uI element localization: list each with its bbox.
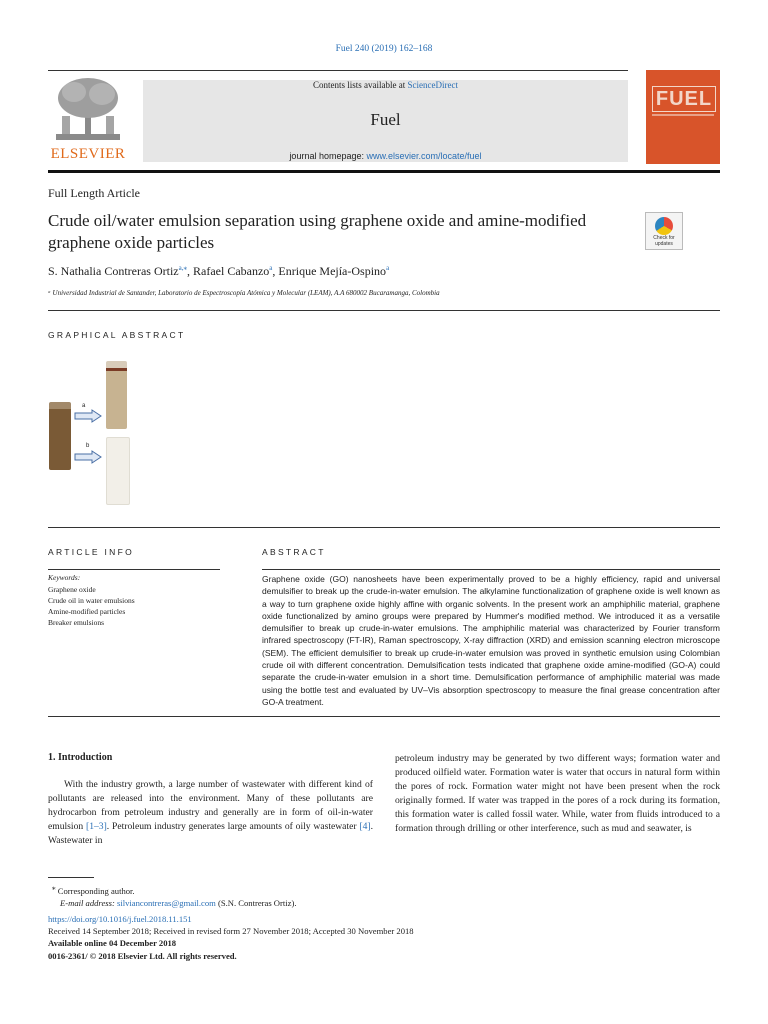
homepage-prefix: journal homepage:	[289, 151, 367, 161]
author-name: Enrique Mejía-Ospino	[278, 264, 387, 278]
email-label: E-mail address:	[60, 897, 117, 908]
arrow-right-icon	[74, 409, 102, 423]
article-info-rule	[48, 569, 220, 570]
footnote-marker: ⁎	[52, 884, 56, 892]
citation-link[interactable]: [4]	[359, 821, 371, 832]
corresponding-label: Corresponding author.	[55, 885, 135, 896]
keywords-list	[48, 584, 135, 628]
section-rule	[48, 310, 720, 311]
affiliation: ᵃ Universidad Industrial de Santander, Laboratorio de Espectroscopía Atómica y Molecular (LEAM), A.A 680002 Bucaramanga, Colombia	[48, 289, 440, 297]
introduction-column-left	[48, 778, 373, 848]
abstract-heading: ABSTRACT	[262, 547, 326, 557]
corresponding-author-footnote	[52, 882, 296, 909]
intro-text: . Petroleum industry generates large amounts of oily wastewater	[106, 821, 360, 832]
copyright-notice: 0016-2361/ © 2018 Elsevier Ltd. All rights reserved.	[48, 951, 237, 961]
keyword: Breaker emulsions	[48, 618, 105, 627]
emulsion-tube-image	[49, 402, 71, 470]
sciencedirect-link[interactable]: ScienceDirect	[407, 80, 458, 90]
cover-title: FUEL	[652, 86, 716, 112]
goa-treated-tube-image	[106, 437, 130, 505]
check-for-updates-button[interactable]	[645, 212, 683, 250]
journal-reference-link[interactable]: Fuel 240 (2019) 162–168	[335, 44, 433, 54]
article-info-heading: ARTICLE INFO	[48, 547, 135, 557]
introduction-column-right: petroleum industry may be generated by two different ways; formation water and produced oilfield water. Formation water is water that occurs in natural form within the pores of rock. Formation water might not have been present when the rock originally formed. If water was trapped in the pores of a rock during its formation, this formation water is called fossil water. While, water from fluids introduced to a formation through drilling or other interference, such as mud and seawater, is	[395, 753, 720, 834]
keyword: Graphene oxide	[48, 585, 96, 594]
homepage-line	[143, 151, 628, 161]
doi-link[interactable]: https://doi.org/10.1016/j.fuel.2018.11.151	[48, 914, 192, 924]
elsevier-logo	[48, 76, 128, 164]
contents-line	[143, 80, 628, 90]
citation-link[interactable]: [1–3]	[86, 821, 107, 832]
author-email-link[interactable]: silviancontreras@gmail.com	[116, 897, 216, 908]
journal-banner	[143, 80, 628, 162]
author-name: Rafael Cabanzo	[193, 264, 270, 278]
elsevier-wordmark: ELSEVIER	[50, 146, 126, 162]
section-rule	[48, 527, 720, 528]
author-affiliation-link[interactable]: a,⁎	[178, 264, 187, 272]
footnote-rule	[48, 877, 94, 878]
arrow-label-b: b	[86, 443, 90, 449]
intro-text: . Wastewater in	[48, 821, 373, 846]
available-online: Available online 04 December 2018	[48, 938, 177, 948]
elsevier-tree-icon	[52, 76, 124, 142]
check-updates-icon	[655, 217, 673, 235]
email-suffix: (S.N. Contreras Ortiz).	[215, 897, 297, 908]
graphical-abstract-heading: GRAPHICAL ABSTRACT	[48, 330, 186, 340]
article-title: Crude oil/water emulsion separation using graphene oxide and amine-modified graphene oxide particles	[48, 211, 587, 252]
check-updates-label: Check for updates	[653, 235, 675, 247]
arrow-right-icon	[74, 450, 102, 464]
cover-subtitle-bar	[652, 114, 714, 116]
masthead-top-rule	[48, 70, 628, 71]
go-treated-tube-image	[106, 361, 127, 429]
author-affiliation-link[interactable]: a	[269, 264, 273, 272]
journal-name: Fuel	[370, 110, 401, 129]
abstract-rule	[262, 569, 720, 570]
author-affiliation-link[interactable]: a	[386, 264, 390, 272]
contents-prefix: Contents lists available at	[313, 80, 408, 90]
section-rule	[48, 716, 720, 717]
author-name: S. Nathalia Contreras Ortiz	[48, 264, 179, 278]
arrow-label-a: a	[82, 403, 86, 409]
masthead-thick-rule	[48, 170, 720, 173]
keywords-heading: Keywords:	[48, 573, 81, 582]
intro-text: With the industry growth, a large number of wastewater with different kind of pollutants are released into the environment. Many of these pollutants are hydrocarbon from petroleum industry and generally are in form of oil-in-water emulsion	[48, 779, 373, 832]
keyword: Crude oil in water emulsions	[48, 596, 135, 605]
author-list: S. Nathalia Contreras Ortiz$^{a,⁎}$, Rafael Cabanzo$^a$, Enrique Mejía-Ospino$^a$	[48, 264, 390, 278]
journal-homepage-link[interactable]: www.elsevier.com/locate/fuel	[366, 151, 482, 161]
article-type: Full Length Article	[48, 186, 140, 200]
journal-cover-image	[646, 70, 720, 164]
received-dates: Received 14 September 2018; Received in revised form 27 November 2018; Accepted 30 November 2018	[48, 926, 414, 936]
keyword: Amine-modified particles	[48, 607, 126, 616]
abstract-body: Graphene oxide (GO) nanosheets have been experimentally proved to be a highly efficiency, rapid and universal demulsifier to break up the crude-in-water emulsion. The alkylamine functionalization of graphene oxide is well known as a way to turn graphene oxide highly affine with organic solvents. In the present work an amphiphilic material, graphene oxide functionalized by amino groups were prepared by Hummer's modified method. We introduced it as a versatile demulsifier to break up crude-in-water emulsions. The amphiphilic material was characterized by Fourier transform infrared spectroscopy (FT-IR), Raman spectroscopy, X-ray diffraction (XRD) and emission scanning electron microscope (SEM). The efficient demulsifier to break up crude-in-water emulsion was proved in synthetic emulsion using Colombian crude oil with different concentration. Demulsification tests indicated that graphene oxide amine-modified (GO-A) could separate the crude-in-water emulsion in a short time. Demulsification performance of amphiphilic material was made using the bottle test and evaluated by UV–Vis absorption spectroscopy to measure the final grease concentration after GO-A treatment.	[262, 574, 720, 707]
introduction-heading: 1. Introduction	[48, 752, 113, 763]
